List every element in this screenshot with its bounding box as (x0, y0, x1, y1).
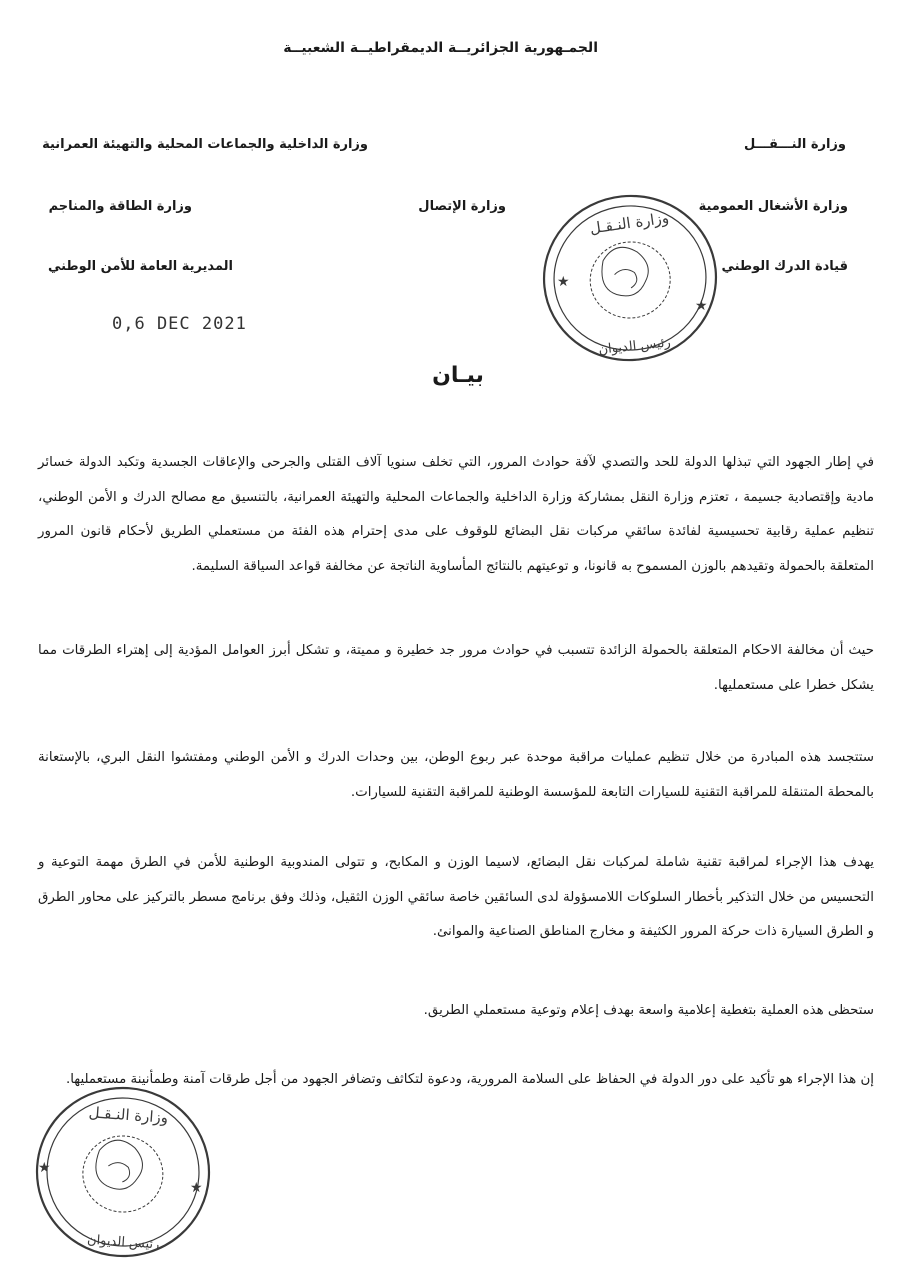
stamp-top-text: وزارة النـقـل (588, 208, 670, 238)
stamp-bottom-top-text: وزارة النـقـل (88, 1103, 169, 1127)
paragraph-4: يهدف هذا الإجراء لمراقبة تقنية شاملة لمركبات نقل البضائع، لاسيما الوزن و المكابح، و تتولى المندوبية الوطنية للأمن في الطرق مهمة التوعية و التحسيس من خلال التذكير بأخطار السلوكات اللامسؤولة لدى السائقين خاصة سائقي الوزن الثقيل، وذلك وفق برنامج مسطر بالتركيز على محاور الطرق و الطرق السيارة ذات حركة المرور الكثيفة و مخارج المناطق الصناعية والموانئ. (38, 855, 874, 939)
national-security-directorate: المديرية العامة للأمن الوطني (47, 259, 233, 274)
paragraph-1: في إطار الجهود التي تبذلها الدولة للحد والتصدي لآفة حوادث المرور، التي تخلف سنويا آلاف القتلى والجرحى والإعاقات الجسدية وتكبد الدولة خسائر مادية وإقتصادية جسيمة ، تعتزم وزارة النقل بمشاركة وزارة الداخلية والجماعات المحلية والتهيئة العمرانية، بالتنسيق مع مصالح الدرك و الأمن الوطني، تنظيم عملية رقابية تحسيسية لفائدة سائقي مركبات نقل البضائع للوقوف على مدى إحترام هذه الفئة من مستعملي الطريق لأحكام قانون المرور المتعلقة بالحمولة وتقيدهم بالوزن المسموح به قانونا، و توعيتهم بالنتائج المأساوية الناتجة عن مخالفة قواعد السياقة السليمة. (38, 455, 874, 574)
statement-heading: بيـان (432, 363, 484, 388)
republic-title: الجمـهورية الجزائريــة الديمقراطيــة الشعبيــة (283, 40, 598, 56)
ministry-interior: وزارة الداخلية والجماعات المحلية والتهيئة العمرانية (42, 137, 368, 152)
paragraph-6: إن هذا الإجراء هو تأكيد على دور الدولة في الحفاظ على السلامة المرورية، ودعوة لتكاثف وتضافر الجهود من أجل طرقات آمنة وطمأنينة مستعمليها. (65, 1072, 874, 1087)
svg-text:★: ★ (38, 1160, 51, 1176)
paragraph-5: ستحظى هذه العملية بتغطية إعلامية واسعة بهدف إعلام وتوعية مستعملي الطريق. (423, 1003, 874, 1018)
ministry-public-works: وزارة الأشغال العمومية (698, 199, 848, 214)
paragraph-2: حيث أن مخالفة الاحكام المتعلقة بالحمولة الزائدة تتسبب في حوادث مرور جد خطيرة و مميتة، و تشكل أبرز العوامل المؤدية إلى إهتراء الطرقات مما يشكل خطرا على مستعمليها. (38, 643, 874, 693)
stamp-bottom-text: رئيس الديوان (597, 335, 672, 358)
official-stamp-icon (535, 188, 725, 368)
stamp-bottom-bottom-text: رئيس الديوان (86, 1232, 160, 1253)
ministry-energy: وزارة الطاقة والمناجم (48, 199, 192, 214)
svg-text:★: ★ (695, 298, 708, 314)
svg-text:★: ★ (557, 274, 570, 290)
date-stamp: 0,6 DEC 2021 (112, 314, 247, 334)
ministry-communication: وزارة الإتصال (418, 199, 506, 214)
svg-text:★: ★ (190, 1180, 203, 1196)
ministry-transport: وزارة النـــقـــل (744, 137, 846, 152)
official-stamp-bottom-icon (28, 1080, 218, 1265)
paragraph-3: ستتجسد هذه المبادرة من خلال تنظيم عمليات مراقبة موحدة عبر ربوع الوطن، بين وحدات الدرك و الأمن الوطني ومفتشوا النقل البري، بالإستعانة بالمحطة المتنقلة للمراقبة التقنية للسيارات التابعة للمؤسسة الوطنية للمراقبة التقنية للسيارات. (38, 750, 874, 800)
gendarmerie-command: قيادة الدرك الوطني (721, 259, 848, 274)
